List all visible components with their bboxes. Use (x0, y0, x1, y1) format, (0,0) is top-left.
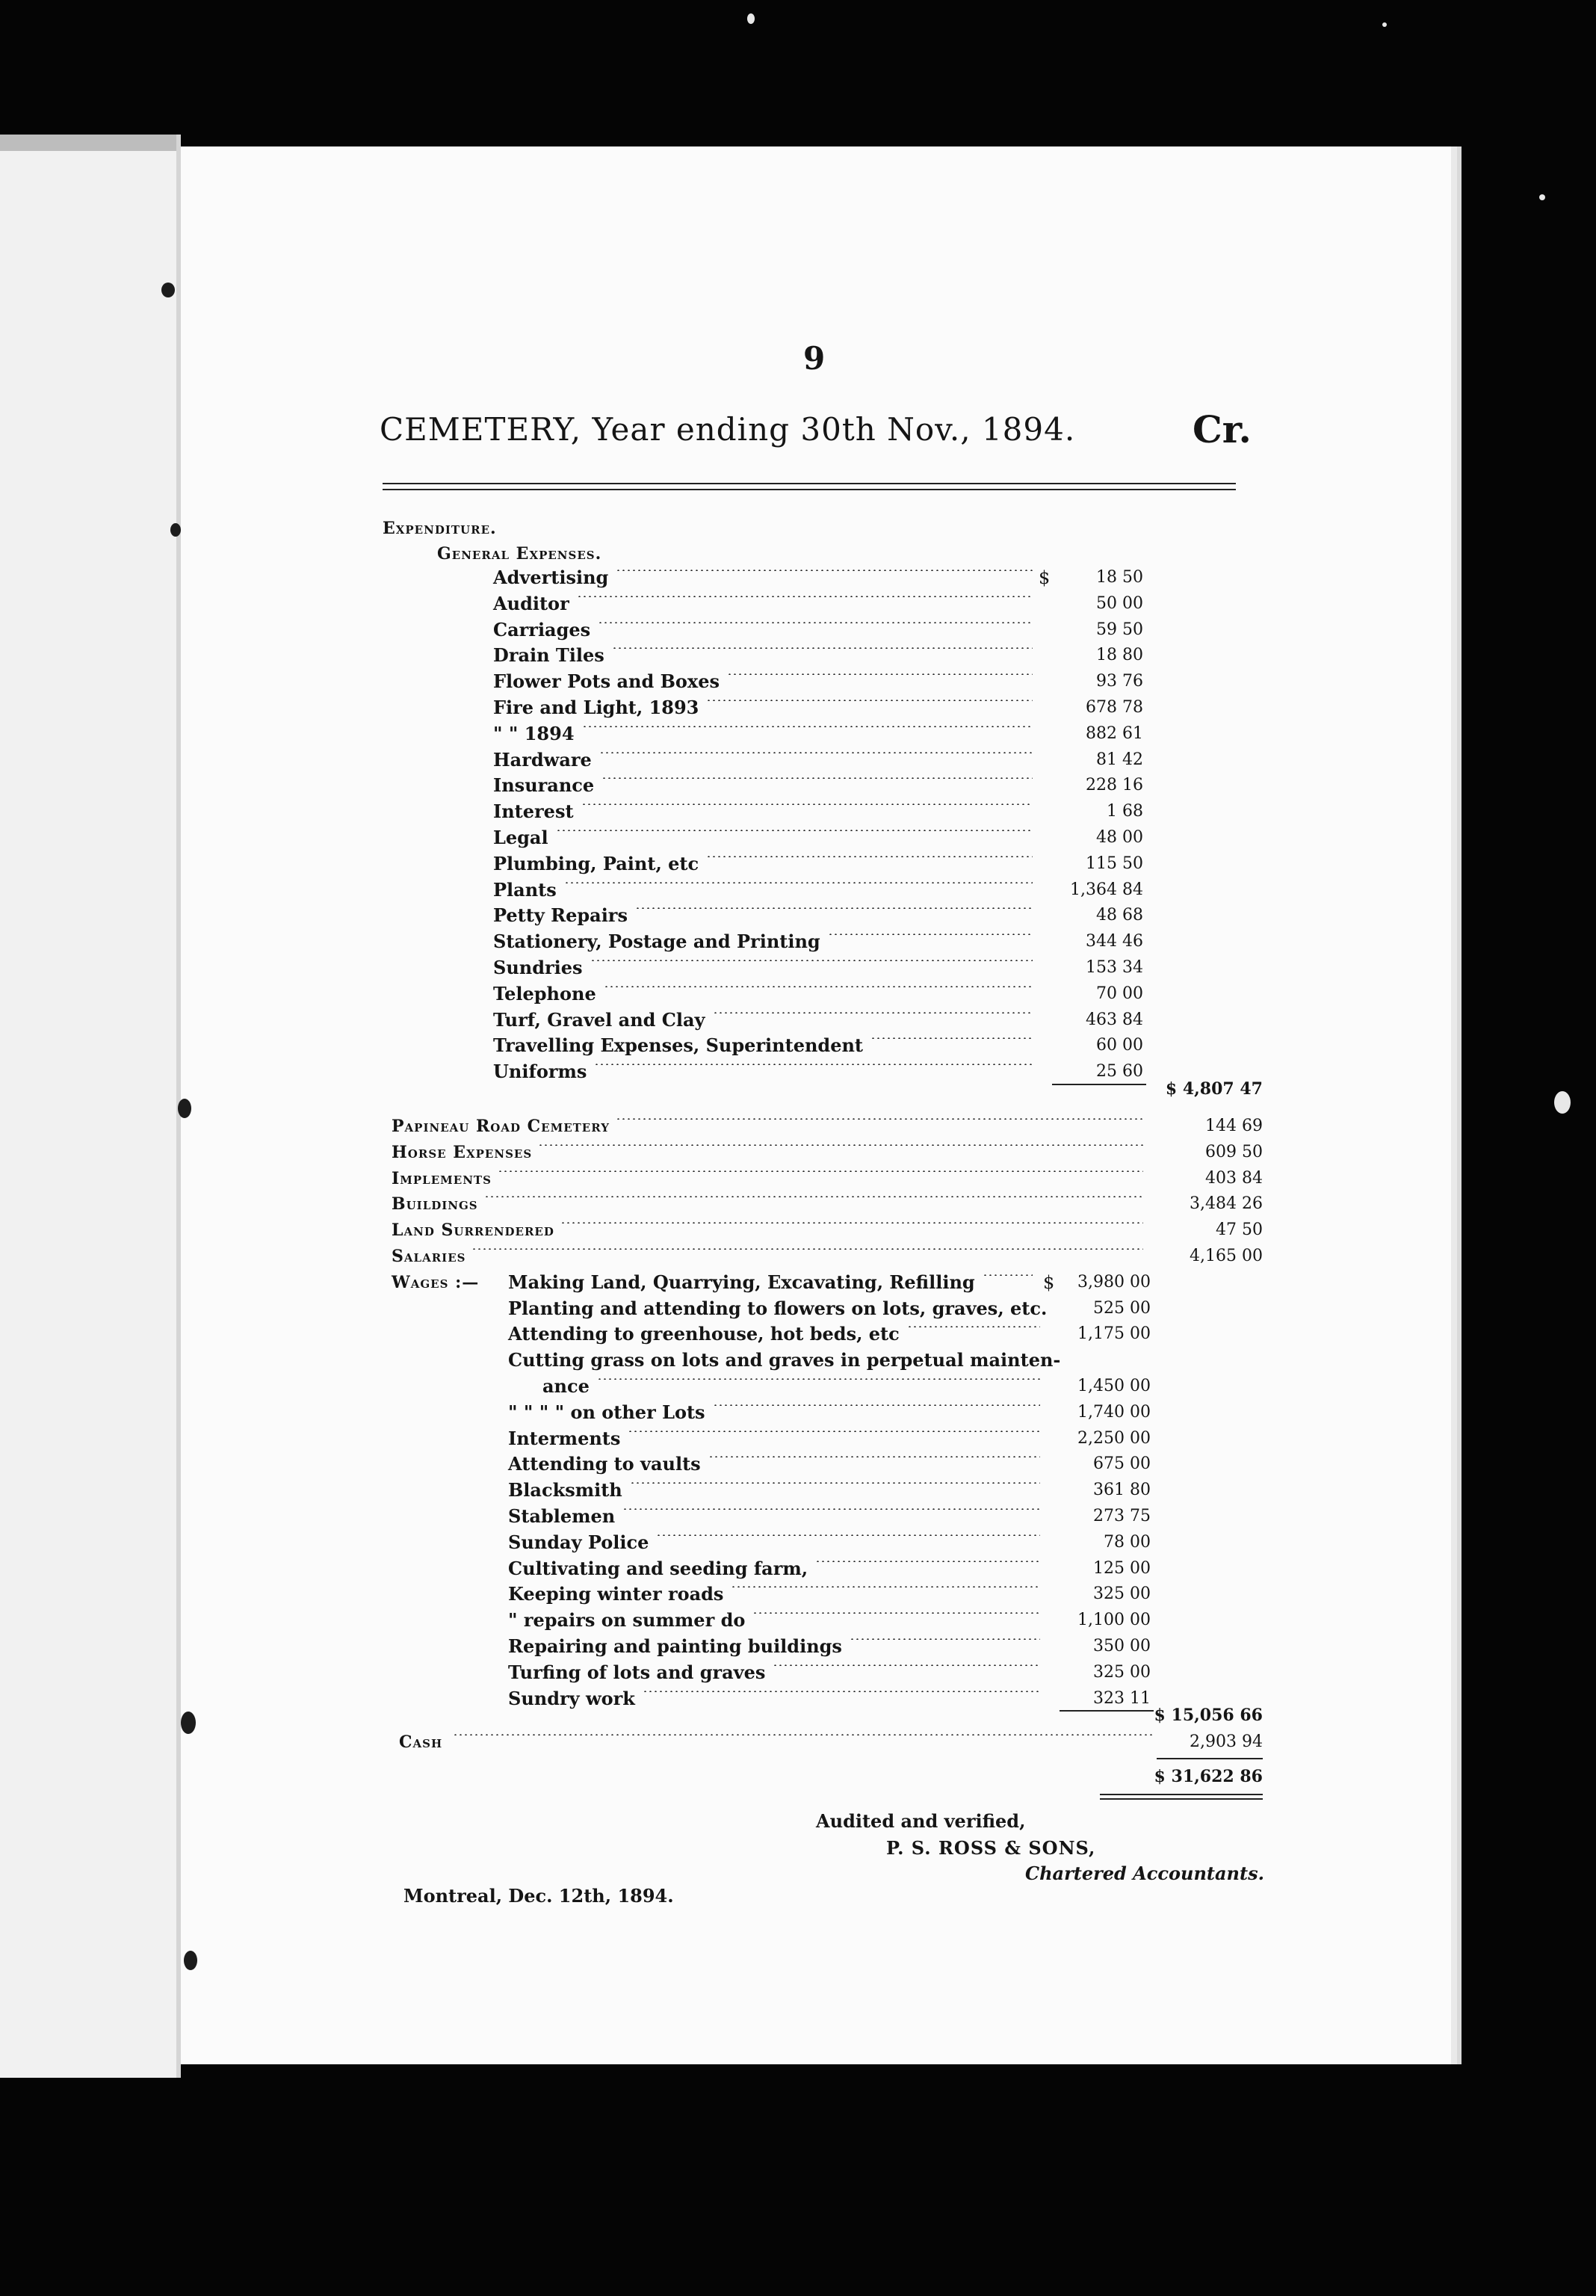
wages-item-amount: 1,740 00 (1077, 1402, 1151, 1422)
leader-dots (643, 1691, 1040, 1692)
leader-dots (656, 1534, 1040, 1536)
general-expense-amount: 81 42 (1096, 750, 1143, 769)
leader-dots (773, 1664, 1040, 1666)
wages-item-amount: 1,175 00 (1077, 1324, 1151, 1344)
audited-text: Audited and verified, (816, 1810, 1026, 1832)
wages-item-label: Planting and attending to flowers on lots, graves, etc. (508, 1297, 1048, 1319)
dollar-sign: $ (1039, 567, 1051, 588)
leader-dots (907, 1326, 1040, 1327)
expense-category-label: Land Surrendered (392, 1220, 554, 1241)
wages-total: $ 15,056 66 (1154, 1706, 1263, 1726)
leader-dots (706, 856, 1033, 857)
expense-category-label: Buildings (392, 1194, 478, 1215)
credit-mark: Cr. (1193, 407, 1252, 451)
facing-page-edge (0, 135, 181, 2078)
leader-dots (471, 1248, 1143, 1250)
expense-category-amount: 3,484 26 (1190, 1194, 1263, 1214)
wages-heading: Wages :— (392, 1272, 480, 1292)
binding-hole (181, 1712, 196, 1734)
general-expense-label: Turf, Gravel and Clay (493, 1008, 705, 1031)
general-expense-label: Flower Pots and Boxes (493, 670, 720, 693)
wages-item-label: Attending to vaults (508, 1453, 701, 1475)
leader-dots (616, 1118, 1143, 1120)
wages-item-label: Interments (508, 1427, 621, 1449)
total-double-rule (1100, 1794, 1263, 1795)
general-expense-label: Drain Tiles (493, 644, 604, 667)
wages-item-label: Cutting grass on lots and graves in perpetual mainten- (508, 1349, 1061, 1371)
general-expense-label: Auditor (493, 592, 569, 614)
general-expense-amount: 1 68 (1107, 802, 1143, 821)
general-expense-amount: 115 50 (1086, 854, 1143, 873)
wages-item-label: Sunday Police (508, 1531, 649, 1553)
general-expense-amount: 50 00 (1096, 593, 1143, 613)
wages-item-amount: 350 00 (1093, 1637, 1151, 1655)
general-expense-label: Stationery, Postage and Printing (493, 931, 820, 953)
wages-item-amount: 525 00 (1093, 1298, 1151, 1318)
general-expense-amount: 60 00 (1096, 1036, 1143, 1055)
binding-hole (161, 283, 175, 297)
general-expense-amount: 344 46 (1086, 932, 1143, 951)
scan-speck (1554, 1091, 1571, 1114)
wages-item-label: Cultivating and seeding farm, (508, 1557, 808, 1579)
general-expense-label: Hardware (493, 748, 592, 771)
wages-item-amount: 323 11 (1093, 1688, 1151, 1708)
general-expense-label: Plumbing, Paint, etc (493, 852, 699, 874)
leader-dots (601, 777, 1033, 779)
expense-category-amount: 4,165 00 (1190, 1247, 1263, 1265)
subtotal-rule (1052, 1084, 1146, 1085)
general-expense-amount: 1,364 84 (1070, 880, 1143, 899)
leader-dots (564, 882, 1033, 883)
wages-item-amount: 2,250 00 (1077, 1428, 1151, 1448)
cash-label: Cash (399, 1732, 443, 1753)
dollar-sign: $ (1043, 1271, 1055, 1293)
page-title: CEMETERY, Year ending 30th Nov., 1894. (380, 411, 1076, 448)
expenditure-heading: Expenditure. (383, 519, 497, 538)
wages-item-label: ance (542, 1375, 590, 1397)
auditor-title: Chartered Accountants. (1025, 1863, 1264, 1884)
leader-dots (498, 1170, 1143, 1172)
page-number: 9 (803, 340, 826, 377)
header-rule-bottom (383, 489, 1236, 490)
general-expense-label: Travelling Expenses, Superintendent (493, 1034, 863, 1057)
leader-dots (752, 1612, 1040, 1614)
general-expense-label: Plants (493, 878, 557, 901)
cash-amount: 2,903 94 (1190, 1732, 1263, 1752)
leader-dots (577, 596, 1033, 597)
leader-dots (630, 1482, 1040, 1484)
leader-dots (538, 1144, 1143, 1146)
wages-item-label: Making Land, Quarrying, Excavating, Refilling (508, 1271, 975, 1293)
total-rule (1157, 1758, 1263, 1759)
general-expenses-total: $ 4,807 47 (1165, 1079, 1263, 1099)
general-expense-amount: 59 50 (1096, 620, 1143, 639)
leader-dots (556, 830, 1033, 831)
leader-dots (581, 803, 1033, 805)
place-and-date: Montreal, Dec. 12th, 1894. (403, 1885, 674, 1907)
leader-dots (708, 1456, 1040, 1457)
general-expense-label: Interest (493, 800, 574, 823)
general-expense-amount: 18 80 (1096, 646, 1143, 665)
leader-dots (983, 1274, 1033, 1276)
general-expense-label: Carriages (493, 618, 591, 641)
wages-item-amount: 325 00 (1093, 1662, 1151, 1682)
expense-category-amount: 403 84 (1205, 1168, 1263, 1188)
header-rule-top (383, 483, 1236, 484)
general-expense-amount: 25 60 (1096, 1062, 1143, 1081)
general-expense-label: Fire and Light, 1893 (493, 697, 699, 718)
page-corner (1412, 146, 1451, 176)
wages-item-amount: 273 75 (1093, 1507, 1151, 1525)
general-expense-label: Sundries (493, 957, 583, 978)
wages-item-label: Turfing of lots and graves (508, 1661, 766, 1683)
expense-category-label: Papineau Road Cemetery (392, 1117, 610, 1136)
wages-item-label: " repairs on summer do (508, 1609, 746, 1632)
auditor-firm: P. S. ROSS & SONS, (886, 1837, 1096, 1859)
leader-dots (594, 1064, 1033, 1065)
wages-item-label: " " " " on other Lots (508, 1401, 705, 1423)
wages-item-amount: 1,450 00 (1077, 1377, 1151, 1395)
expense-category-amount: 609 50 (1205, 1142, 1263, 1161)
leader-dots (815, 1561, 1040, 1562)
wages-item-amount: 125 00 (1093, 1558, 1151, 1578)
scan-speck (1539, 194, 1545, 200)
leader-dots (713, 1404, 1040, 1406)
grand-total: $ 31,622 86 (1154, 1767, 1263, 1787)
leader-dots (870, 1037, 1033, 1039)
general-expense-label: Legal (493, 827, 548, 848)
leader-dots (727, 673, 1033, 675)
wages-item-amount: 3,980 00 (1077, 1272, 1151, 1292)
leader-dots (604, 986, 1033, 987)
expense-category-label: Horse Expenses (392, 1142, 533, 1162)
binding-hole (178, 1099, 191, 1118)
wages-item-label: Attending to greenhouse, hot beds, etc (508, 1323, 900, 1345)
leader-dots (628, 1431, 1040, 1432)
general-expense-amount: 18 50 (1096, 568, 1143, 587)
general-expense-amount: 463 84 (1086, 1010, 1143, 1029)
wages-item-amount: 78 00 (1104, 1532, 1151, 1552)
general-expense-label: Uniforms (493, 1061, 587, 1083)
expense-category-amount: 144 69 (1205, 1117, 1263, 1135)
leader-dots (828, 933, 1033, 935)
leader-dots (713, 1012, 1033, 1013)
wages-item-amount: 325 00 (1093, 1584, 1151, 1604)
wages-item-amount: 1,100 00 (1077, 1611, 1151, 1630)
general-expense-amount: 228 16 (1086, 776, 1143, 795)
general-expense-label: Advertising (493, 567, 609, 588)
general-expense-label: Petty Repairs (493, 904, 628, 927)
scan-speck (747, 13, 755, 24)
expense-category-label: Implements (392, 1168, 492, 1188)
expense-category-label: Salaries (392, 1247, 466, 1266)
general-expense-amount: 678 78 (1086, 698, 1143, 717)
leader-dots (590, 960, 1033, 961)
scan-speck (1382, 22, 1387, 27)
binding-hole (170, 523, 181, 537)
binding-hole (184, 1951, 197, 1970)
general-expense-amount: 70 00 (1096, 984, 1143, 1003)
leader-dots (582, 726, 1033, 727)
general-expense-label: Telephone (493, 982, 596, 1004)
general-expense-amount: 48 00 (1096, 828, 1143, 847)
leader-dots (635, 907, 1033, 909)
general-expense-label: Insurance (493, 774, 595, 797)
leader-dots (616, 570, 1033, 571)
subtotal-rule (1060, 1710, 1154, 1712)
leader-dots (731, 1586, 1040, 1587)
leader-dots (612, 647, 1033, 649)
general-expenses-heading: General Expenses. (437, 544, 602, 564)
general-expense-amount: 882 61 (1086, 723, 1143, 743)
general-expense-label: " " 1894 (493, 722, 575, 744)
expense-category-amount: 47 50 (1216, 1220, 1263, 1240)
wages-item-amount: 361 80 (1093, 1481, 1151, 1500)
leader-dots (599, 752, 1033, 753)
leader-dots (622, 1508, 1040, 1510)
wages-item-amount: 675 00 (1093, 1454, 1151, 1474)
leader-dots (706, 700, 1033, 701)
leader-dots (484, 1196, 1143, 1197)
leader-dots (560, 1222, 1143, 1223)
wages-item-label: Stablemen (508, 1505, 616, 1527)
wages-item-label: Keeping winter roads (508, 1583, 724, 1605)
leader-dots (850, 1638, 1040, 1640)
wages-item-label: Repairing and painting buildings (508, 1635, 842, 1657)
wages-item-label: Sundry work (508, 1687, 635, 1709)
general-expense-amount: 93 76 (1096, 672, 1143, 691)
leader-dots (453, 1734, 1155, 1735)
leader-dots (597, 1378, 1040, 1380)
general-expense-amount: 48 68 (1096, 906, 1143, 925)
wages-item-label: Blacksmith (508, 1479, 622, 1502)
total-double-rule (1100, 1798, 1263, 1800)
general-expense-amount: 153 34 (1086, 958, 1143, 977)
leader-dots (598, 622, 1033, 623)
